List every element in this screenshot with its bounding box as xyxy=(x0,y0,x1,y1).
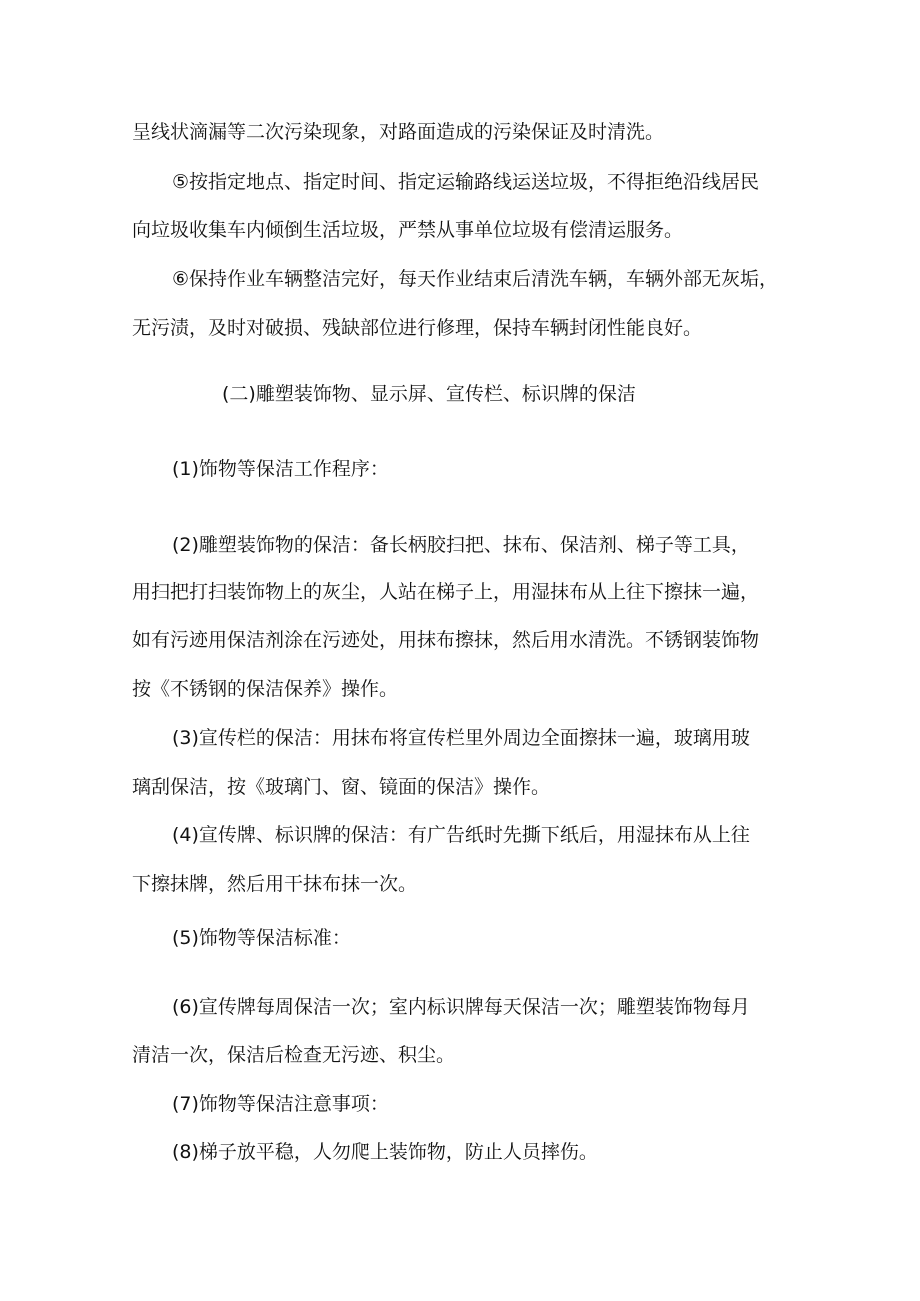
text-line: (6)宣传牌每周保洁一次；室内标识牌每天保洁一次；雕塑装饰物每月 xyxy=(172,996,750,1018)
section-heading: (二)雕塑装饰物、显示屏、宣传栏、标识牌的保洁 xyxy=(222,383,636,405)
text-line: (5)饰物等保洁标准： xyxy=(172,927,351,949)
text-line: (8)梯子放平稳，人勿爬上装饰物，防止人员摔伤。 xyxy=(172,1141,598,1163)
text-line: ⑥保持作业车辆整洁完好，每天作业结束后清洗车辆，车辆外部无灰垢， xyxy=(172,268,779,290)
text-line: (7)饰物等保洁注意事项： xyxy=(172,1093,389,1115)
text-line: (2)雕塑装饰物的保洁：备长柄胶扫把、抹布、保洁剂、梯子等工具， xyxy=(172,534,750,556)
text-line: 清洁一次，保洁后检查无污迹、积尘。 xyxy=(132,1044,456,1066)
text-line: 按《不锈钢的保洁保养》操作。 xyxy=(132,678,399,700)
text-line: 如有污迹用保洁剂涂在污迹处，用抹布擦抹，然后用水清洗。不锈钢装饰物 xyxy=(132,629,760,651)
text-line: (3)宣传栏的保洁：用抹布将宣传栏里外周边全面擦抹一遍，玻璃用玻 xyxy=(172,727,750,749)
text-line: 向垃圾收集车内倾倒生活垃圾，严禁从事单位垃圾有偿清运服务。 xyxy=(132,219,684,241)
text-line: (4)宣传牌、标识牌的保洁：有广告纸时先撕下纸后，用湿抹布从上往 xyxy=(172,824,750,846)
text-line: 用扫把打扫装饰物上的灰尘，人站在梯子上，用湿抹布从上往下擦抹一遍， xyxy=(132,581,760,603)
text-line: 呈线状滴漏等二次污染现象，对路面造成的污染保证及时清洗。 xyxy=(132,121,665,143)
text-line: 璃刮保洁，按《玻璃门、窗、镜面的保洁》操作。 xyxy=(132,776,551,798)
text-line: (1)饰物等保洁工作程序： xyxy=(172,458,389,480)
text-line: 下擦抹牌，然后用干抹布抹一次。 xyxy=(132,873,418,895)
text-line: 无污渍，及时对破损、残缺部位进行修理，保持车辆封闭性能良好。 xyxy=(132,317,703,339)
text-line: ⑤按指定地点、指定时间、指定运输路线运送垃圾，不得拒绝沿线居民 xyxy=(172,171,760,193)
